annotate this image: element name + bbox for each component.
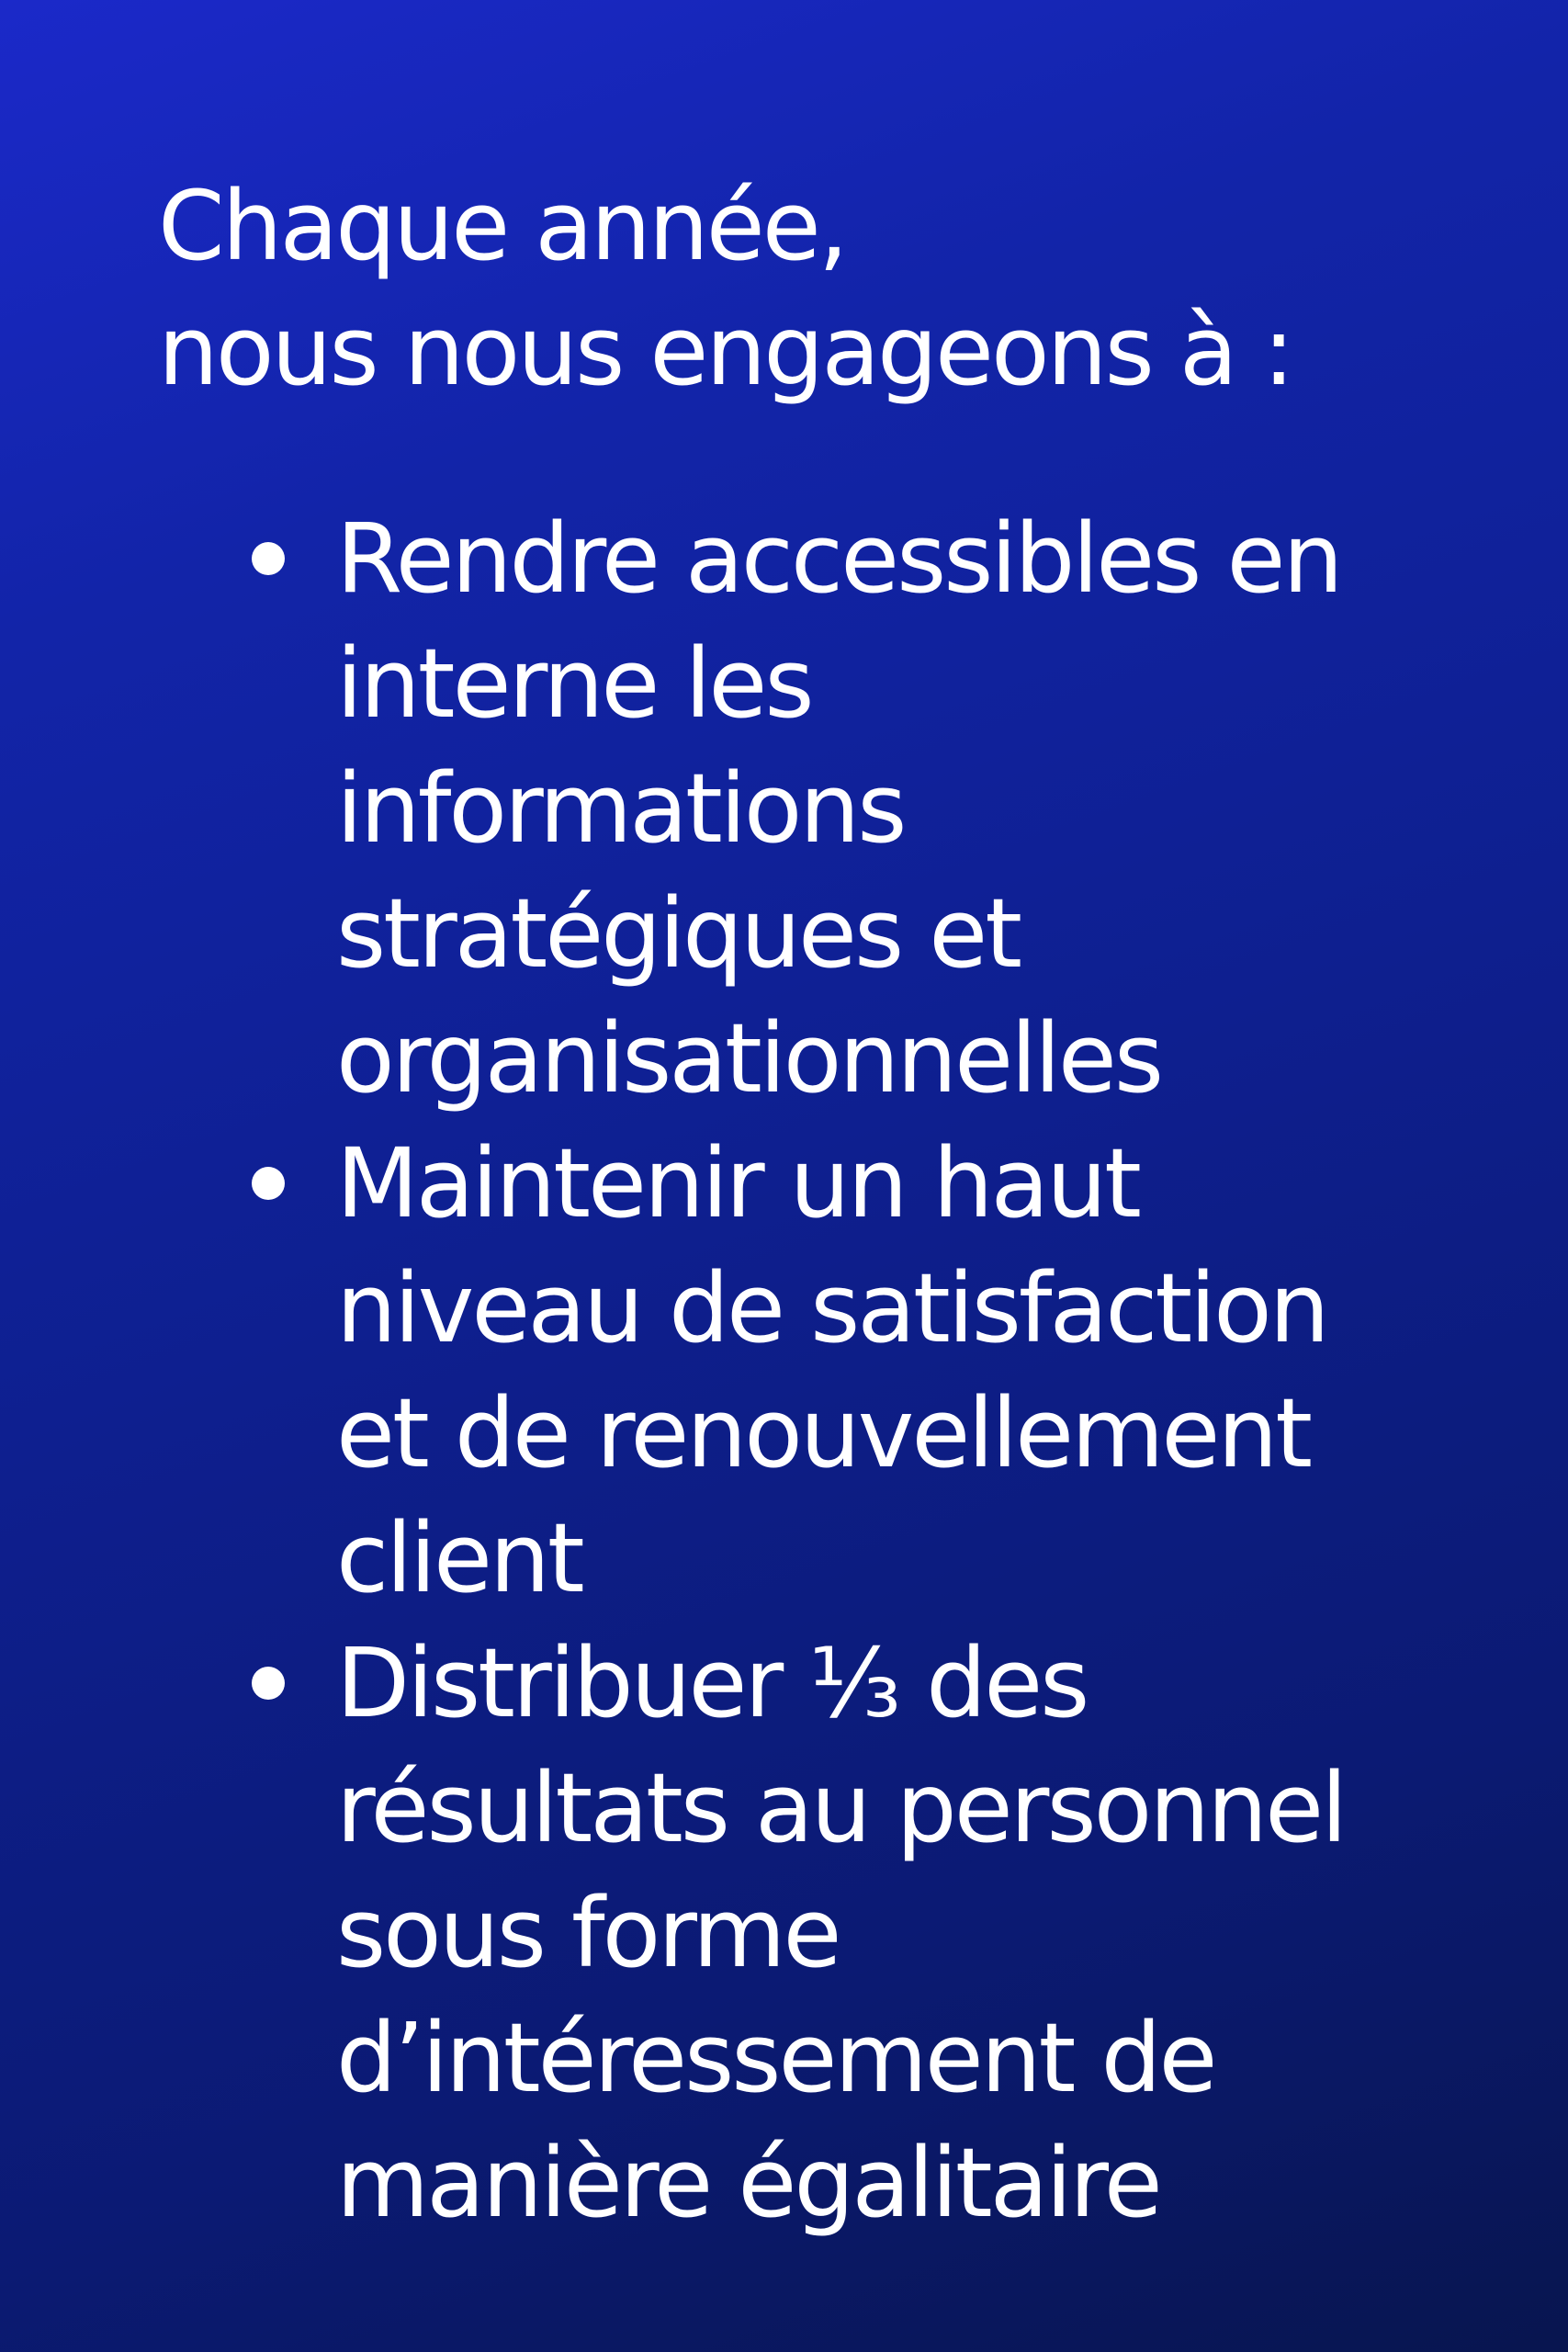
intro-line: Chaque année, [158, 170, 846, 282]
intro-heading [158, 164, 1292, 413]
commitment-line: interne les [336, 628, 812, 740]
intro-line: nous nous engageons à : [158, 295, 1292, 407]
commitment-line: organisationnelles [336, 1002, 1162, 1114]
bullet-icon [252, 1667, 285, 1700]
commitment-item [336, 1121, 1475, 1621]
commitment-line: niveau de satisfaction [336, 1252, 1327, 1364]
commitment-line: Maintenir un haut [336, 1127, 1139, 1239]
commitment-line: sous forme [336, 1877, 840, 1989]
commitment-line: manière égalitaire [336, 2127, 1160, 2239]
commitment-line: Rendre accessibles en [336, 503, 1341, 615]
commitment-line: informations [336, 752, 905, 865]
commitment-line: et de renouvellement [336, 1377, 1311, 1489]
commitment-line: Distribuer ⅓ des [336, 1627, 1088, 1739]
bullet-icon [252, 542, 285, 575]
commitment-line: résultats au personnel [336, 1752, 1345, 1864]
commitment-line: stratégiques et [336, 877, 1021, 989]
bullet-icon [252, 1167, 285, 1200]
commitment-item [336, 496, 1475, 1121]
commitment-line: d’intéressement de [336, 2002, 1215, 2114]
commitment-item [336, 1621, 1475, 2245]
commitment-line: client [336, 1502, 582, 1614]
commitments-list [336, 496, 1475, 2245]
